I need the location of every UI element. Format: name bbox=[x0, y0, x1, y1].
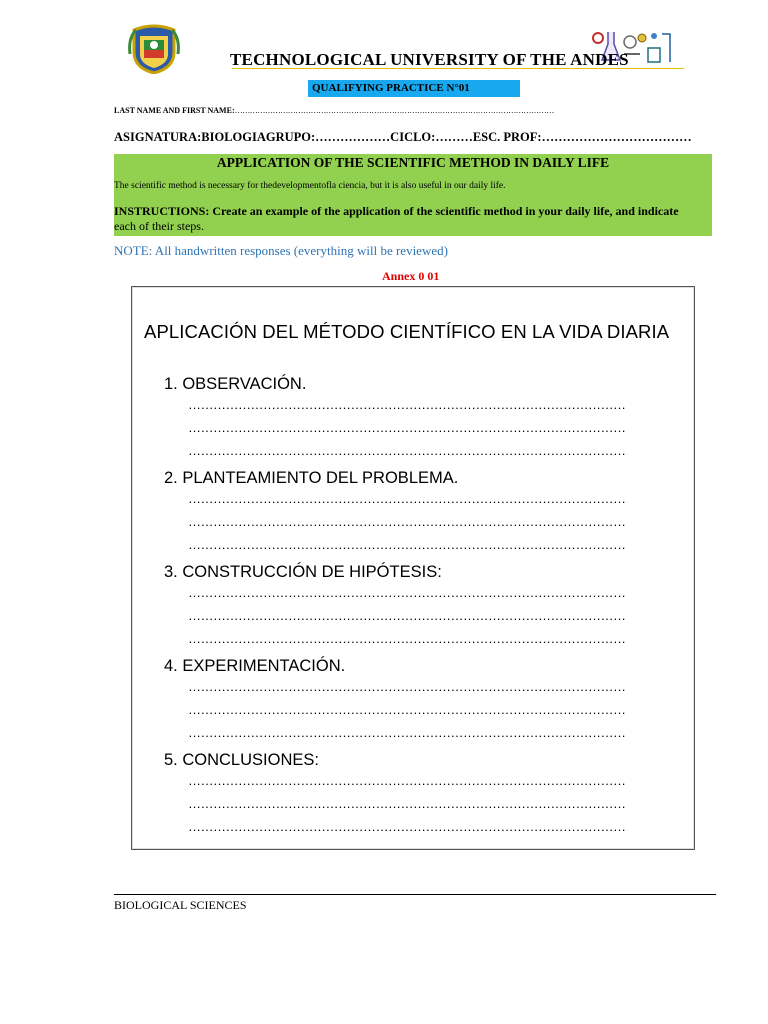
answer-line[interactable]: …………………………………………………………………………………………… bbox=[188, 514, 626, 529]
footer-rule bbox=[114, 894, 716, 895]
university-title: TECHNOLOGICAL UNIVERSITY OF THE ANDES bbox=[230, 50, 629, 69]
annex-label: Annex 0 01 bbox=[382, 269, 440, 283]
answer-line[interactable]: …………………………………………………………………………………………… bbox=[188, 443, 626, 458]
name-label: LAST NAME AND FIRST NAME: bbox=[114, 106, 235, 115]
answer-line[interactable]: …………………………………………………………………………………………… bbox=[188, 679, 626, 694]
answer-line[interactable]: …………………………………………………………………………………………… bbox=[188, 585, 626, 600]
assignment-intro: The scientific method is necessary for thedevelopmentofla ciencia, but it is also useful in our daily life. bbox=[114, 181, 506, 191]
answer-line[interactable]: …………………………………………………………………………………………… bbox=[188, 725, 626, 740]
section-heading: 4. EXPERIMENTACIÓN. bbox=[164, 657, 346, 675]
instructions-bold: INSTRUCTIONS: Create an example of the application of the scientific method in your daily life, and indicate bbox=[114, 204, 679, 218]
answer-line[interactable]: …………………………………………………………………………………………… bbox=[188, 491, 626, 506]
annex-worksheet bbox=[131, 286, 695, 850]
assignment-instructions bbox=[114, 204, 734, 234]
answer-line[interactable]: …………………………………………………………………………………………… bbox=[188, 608, 626, 623]
answer-line[interactable]: …………………………………………………………………………………………… bbox=[188, 702, 626, 717]
practice-title: QUALIFYING PRACTICE N°01 bbox=[308, 80, 520, 97]
name-field[interactable] bbox=[114, 106, 554, 115]
section-heading: 5. CONCLUSIONES: bbox=[164, 751, 319, 769]
answer-line[interactable]: …………………………………………………………………………………………… bbox=[188, 537, 626, 552]
section-heading: 1. OBSERVACIÓN. bbox=[164, 375, 307, 393]
section-heading: 2. PLANTEAMIENTO DEL PROBLEMA. bbox=[164, 469, 459, 487]
annex-section bbox=[164, 653, 674, 748]
annex-title: APLICACIÓN DEL MÉTODO CIENTÍFICO EN LA VIDA DIARIA bbox=[144, 321, 670, 342]
assignment-heading: APPLICATION OF THE SCIENTIFIC METHOD IN DAILY LIFE bbox=[216, 155, 610, 170]
answer-line[interactable]: …………………………………………………………………………………………… bbox=[188, 819, 626, 834]
section-heading: 3. CONSTRUCCIÓN DE HIPÓTESIS: bbox=[164, 563, 442, 581]
answer-line[interactable]: …………………………………………………………………………………………… bbox=[188, 631, 626, 646]
answer-line[interactable]: …………………………………………………………………………………………… bbox=[188, 420, 626, 435]
footer-text: BIOLOGICAL SCIENCES bbox=[114, 898, 247, 912]
note-text: NOTE: All handwritten responses (everything will be reviewed) bbox=[114, 243, 448, 258]
annex-section bbox=[164, 559, 674, 654]
answer-line[interactable]: …………………………………………………………………………………………… bbox=[188, 773, 626, 788]
name-dots: ……………………………………………………………………………………………………………… bbox=[234, 106, 554, 115]
university-crest-icon bbox=[128, 24, 180, 74]
annex-section bbox=[164, 465, 674, 560]
answer-line[interactable]: …………………………………………………………………………………………… bbox=[188, 796, 626, 811]
annex-section bbox=[164, 747, 674, 842]
subject-line[interactable]: ASIGNATURA:BIOLOGIAGRUPO:………………CICLO:………ESC. PROF:……………………………… bbox=[114, 130, 692, 144]
instructions-rest: each of their steps. bbox=[114, 219, 204, 233]
annex-section bbox=[164, 371, 674, 466]
title-underline bbox=[232, 68, 684, 69]
answer-line[interactable]: …………………………………………………………………………………………… bbox=[188, 397, 626, 412]
